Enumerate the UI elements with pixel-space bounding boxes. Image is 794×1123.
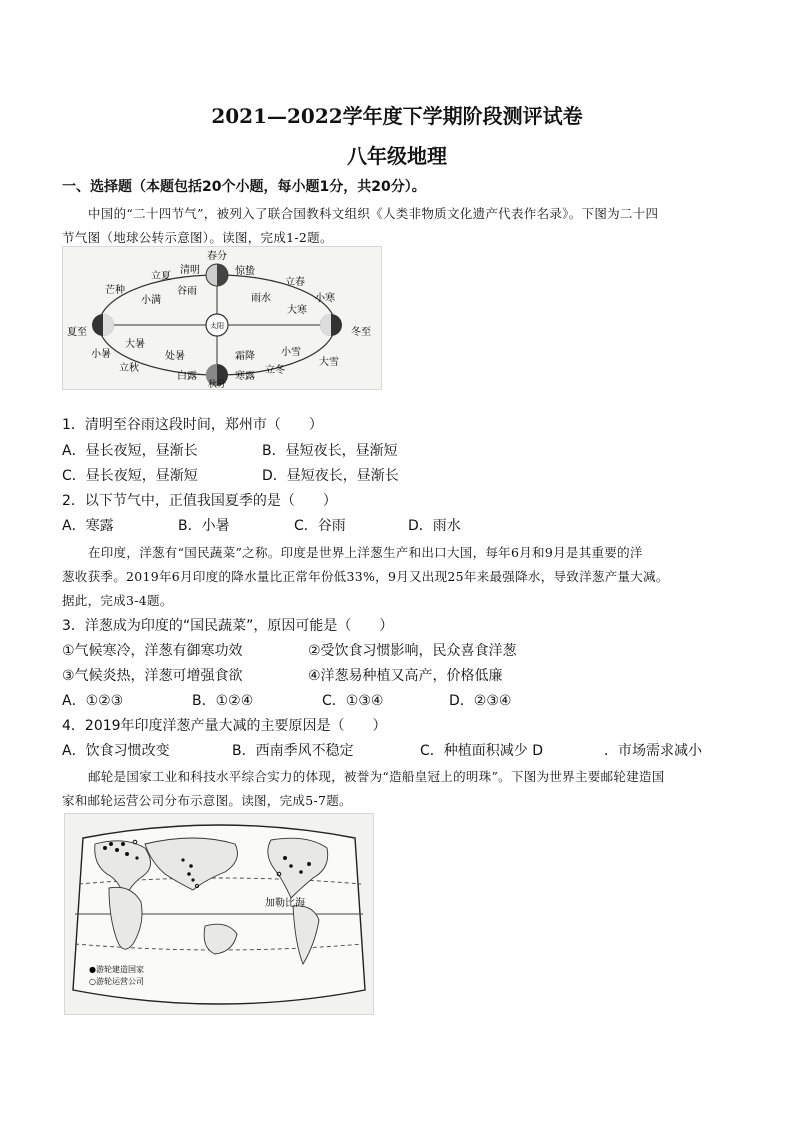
term-dahan: 大寒	[287, 305, 307, 316]
intro-1-line-1: 中国的“二十四节气”，被列入了联合国教科文组织《人类非物质文化遗产代表作名录》。下图为二十四	[88, 206, 659, 221]
world-map-figure	[64, 813, 374, 1015]
term-xiaohan: 小寒	[315, 293, 335, 304]
term-mangzhong: 芒种	[105, 285, 125, 296]
term-shuangjiang: 霜降	[235, 351, 255, 362]
term-lichun: 立春	[285, 277, 305, 288]
intro-1-line-2: 节气图（地球公转示意图）。读图，完成1-2题。	[62, 230, 333, 245]
question-2-stem: 2．以下节气中，正值我国夏季的是（ ）	[62, 493, 337, 509]
term-hanlu: 寒露	[235, 371, 255, 382]
term-lixia: 立夏	[151, 271, 171, 282]
intro-2-line-1: 在印度，洋葱有“国民蔬菜”之称。印度是世界上洋葱生产和出口大国，每年6月和9月是其重要的洋	[88, 545, 643, 560]
term-guyu: 谷雨	[177, 286, 197, 297]
term-liqiu: 立秋	[119, 363, 139, 374]
q2-option-d[interactable]: D．雨水	[408, 518, 461, 534]
page-subtitle: 八年级地理	[347, 144, 447, 168]
term-jingzhe: 惊蛰	[235, 266, 255, 277]
legend-build-country: ●游轮建造国家	[89, 965, 144, 974]
term-xiazhi: 夏至	[67, 327, 87, 338]
world-map	[65, 814, 373, 1014]
q1-option-b[interactable]: B．昼短夜长，昼渐短	[262, 443, 398, 459]
intro-2-line-3: 据此，完成3-4题。	[62, 593, 173, 608]
term-chushu: 处暑	[165, 351, 185, 362]
intro-2-line-2: 葱收获季。2019年6月印度的降水量比正常年份低33%，9月又出现25年来最强降水，导致洋葱产量大减。	[62, 569, 669, 584]
q3-statement-3: ③气候炎热，洋葱可增强食欲	[62, 668, 243, 684]
q4-option-a[interactable]: A．饮食习惯改变	[62, 743, 170, 759]
term-dashu: 大暑	[125, 339, 145, 350]
q4-option-c[interactable]: C．种植面积减少 D	[420, 743, 544, 759]
intro-3-line-2: 家和邮轮运营公司分布示意图。读图，完成5-7题。	[62, 793, 352, 808]
term-xiaoshu: 小暑	[91, 349, 111, 360]
intro-3-line-1: 邮轮是国家工业和科技水平综合实力的体现，被誉为“造船皇冠上的明珠”。下图为世界主要邮轮建造国	[88, 769, 665, 784]
q2-option-c[interactable]: C．谷雨	[294, 518, 346, 534]
q3-statement-4: ④洋葱易种植又高产，价格低廉	[308, 668, 503, 684]
term-chunfen: 春分	[207, 251, 227, 262]
q2-option-a[interactable]: A．寒露	[62, 518, 114, 534]
solar-terms-figure	[62, 246, 382, 390]
term-lidong: 立冬	[265, 365, 285, 376]
term-yushui: 雨水	[251, 293, 271, 304]
term-qiufen: 秋分	[207, 380, 227, 389]
legend-operator: ○游轮运营公司	[89, 977, 144, 986]
q3-option-d[interactable]: D．②③④	[449, 693, 512, 709]
q4-option-b[interactable]: B．西南季风不稳定	[232, 743, 354, 759]
question-1-stem: 1．清明至谷雨这段时间，郑州市（ ）	[62, 417, 323, 433]
q3-statement-2: ②受饮食习惯影响，民众喜食洋葱	[308, 643, 517, 659]
question-3-stem: 3．洋葱成为印度的“国民蔬菜”，原因可能是（ ）	[62, 618, 394, 634]
term-daxue: 大雪	[319, 357, 339, 368]
term-dongzhi: 冬至	[351, 327, 371, 338]
term-bailu: 白露	[177, 371, 197, 382]
q1-option-d[interactable]: D．昼短夜长，昼渐长	[262, 468, 399, 484]
term-taiyang: 太阳	[210, 322, 224, 330]
page-title: 2021—2022学年度下学期阶段测评试卷	[211, 104, 583, 128]
q1-option-a[interactable]: A．昼长夜短，昼渐长	[62, 443, 198, 459]
q1-option-c[interactable]: C．昼长夜短，昼渐短	[62, 468, 198, 484]
term-qingming: 清明	[180, 265, 200, 276]
q3-option-b[interactable]: B．①②④	[192, 693, 254, 709]
question-4-stem: 4．2019年印度洋葱产量大减的主要原因是（ ）	[62, 718, 387, 734]
term-xiaoman: 小满	[141, 295, 161, 306]
term-xiaoxue: 小雪	[281, 347, 301, 358]
q4-option-d[interactable]: ．市场需求减小	[604, 743, 702, 759]
section-heading: 一、选择题（本题包括20个小题，每小题1分，共20分）。	[62, 179, 426, 195]
q3-option-c[interactable]: C．①③④	[322, 693, 384, 709]
q3-option-a[interactable]: A．①②③	[62, 693, 124, 709]
caribbean-sea-label: 加勒比海	[265, 898, 305, 909]
q2-option-b[interactable]: B．小暑	[178, 518, 230, 534]
orbit-diagram	[63, 247, 381, 389]
q3-statement-1: ①气候寒冷，洋葱有御寒功效	[62, 643, 243, 659]
